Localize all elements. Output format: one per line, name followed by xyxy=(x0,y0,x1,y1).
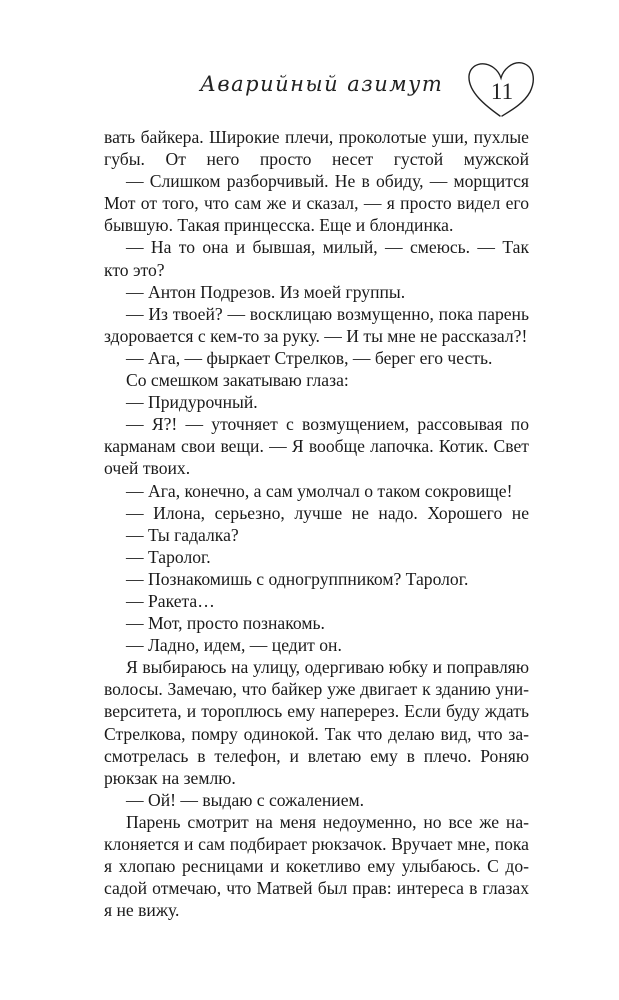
text-line: — Слишком разборчивый. Не в обиду, — морщится xyxy=(126,171,529,192)
body-text xyxy=(104,126,529,921)
text-line: здоровается с кем-то за руку. — И ты мне не рассказал?! xyxy=(104,325,528,346)
text-line: — Ой! — выдаю с сожалением. xyxy=(126,789,365,810)
text-line: — Придурочный. xyxy=(126,392,258,413)
text-line: рюкзак на землю. xyxy=(104,767,236,788)
text-line: — Мот, просто познакомь. xyxy=(126,613,325,634)
text-line: — Ага, конечно, а сам умолчал о таком сокровище! xyxy=(126,480,513,501)
text-line: я хлопаю ресницами и кокетливо ему улыбаюсь. С до- xyxy=(104,856,529,877)
text-line: верситета, и тороплюсь ему наперерез. Если буду ждать xyxy=(104,701,529,722)
text-line: Стрелкова, помру одинокой. Так что делаю вид, что за- xyxy=(104,723,529,744)
text-line: — Из твоей? — восклицаю возмущенно, пока парень xyxy=(126,303,529,324)
text-line: Парень смотрит на меня недоуменно, но все же на- xyxy=(126,811,529,832)
text-line: смотрелась в телефон, и влетаю ему в плечо. Роняю xyxy=(104,745,529,766)
text-line: кто это? xyxy=(104,259,165,280)
text-line: Со смешком закатываю глаза: xyxy=(126,370,349,391)
text-line: — Ракета… xyxy=(126,590,215,611)
running-title: Аварийный азимут xyxy=(200,72,444,96)
text-line: бывшую. Такая принцесска. Еще и блондинка. xyxy=(104,215,454,236)
text-line: — На то она и бывшая, милый, — смеюсь. — Так xyxy=(126,237,529,258)
text-line: — Познакомишь с одногруппником? Таролог. xyxy=(126,568,469,589)
text-line: клоняется и сам подбирает рюкзачок. Вручает мне, пока xyxy=(104,834,529,854)
text-line: — Я?! — уточняет с возмущением, рассовывая по xyxy=(126,414,529,435)
text-line: — Антон Подрезов. Из моей группы. xyxy=(126,281,406,302)
text-line: садой отмечаю, что Матвей был прав: интереса в глазах xyxy=(104,878,529,899)
text-line: — Ага, — фыркает Стрелков, — берег его честь. xyxy=(126,347,493,368)
text-line: — Таролог. xyxy=(126,546,211,567)
text-line: губы. От него просто несет густой мужской xyxy=(104,149,529,170)
text-line: карманам свои вещи. — Я вообще лапочка. Котик. Свет xyxy=(104,436,529,457)
text-line: — Илона, серьезно, лучше не надо. Хорошего не xyxy=(126,502,529,523)
text-line: Мот от того, что сам же и сказал, — я просто видел его xyxy=(104,193,529,214)
text-line: волосы. Замечаю, что байкер уже двигает к зданию уни- xyxy=(104,679,529,700)
text-line: я не вижу. xyxy=(104,900,180,921)
page-number: 11 xyxy=(490,79,514,104)
text-line: Я выбираюсь на улицу, одергиваю юбку и поправляю xyxy=(126,657,529,678)
text-line: — Ладно, идем, — цедит он. xyxy=(126,635,342,656)
text-line: — Ты гадалка? xyxy=(126,524,239,545)
text-line: вать байкера. Широкие плечи, проколотые уши, пухлые xyxy=(104,127,529,147)
text-line: очей твоих. xyxy=(104,458,191,479)
